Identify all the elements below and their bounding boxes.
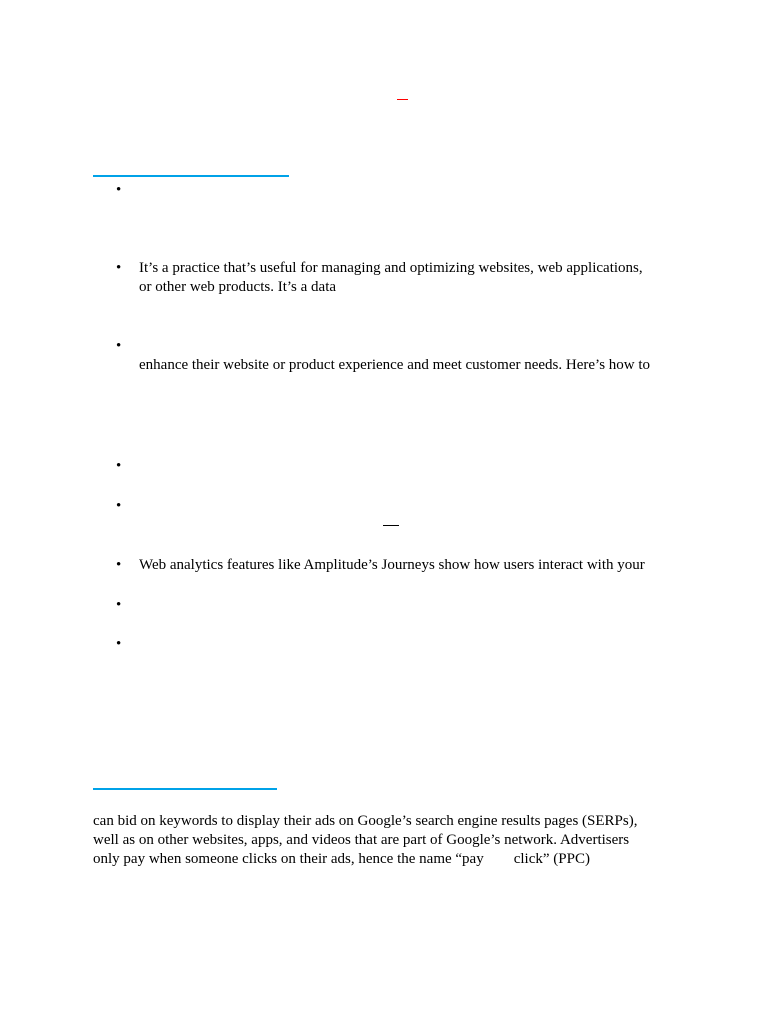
- red-underline-mark: [397, 99, 408, 100]
- bullet-marker: •: [116, 498, 122, 514]
- paragraph-line: well as on other websites, apps, and videos that are part of Google’s network. Advertisers: [93, 832, 630, 848]
- bullet-marker: •: [116, 636, 122, 652]
- bullet-marker: •: [116, 557, 122, 573]
- bullet-marker: •: [116, 597, 122, 613]
- bullet-marker: •: [116, 458, 122, 474]
- list-item-text: It’s a practice that’s useful for managing and optimizing websites, web applications,: [139, 260, 643, 276]
- bullet-marker: •: [116, 182, 122, 198]
- paragraph-line: can bid on keywords to display their ads on Google’s search engine results pages (SERPs),: [93, 813, 638, 829]
- section-heading-underline-1: [93, 175, 289, 177]
- dash-mark: [383, 525, 399, 526]
- bullet-marker: •: [116, 260, 122, 276]
- list-item-text: Web analytics features like Amplitude’s Journeys show how users interact with your: [139, 557, 645, 573]
- body-paragraph: [93, 812, 693, 869]
- list-item-text: enhance their website or product experience and meet customer needs. Here’s how to: [139, 357, 651, 373]
- section-heading-underline-2: [93, 788, 277, 790]
- list-item-text: or other web products. It’s a data: [139, 279, 337, 295]
- bullet-marker: •: [116, 338, 122, 354]
- paragraph-line: only pay when someone clicks on their ads, hence the name “pay click” (PPC): [93, 851, 590, 867]
